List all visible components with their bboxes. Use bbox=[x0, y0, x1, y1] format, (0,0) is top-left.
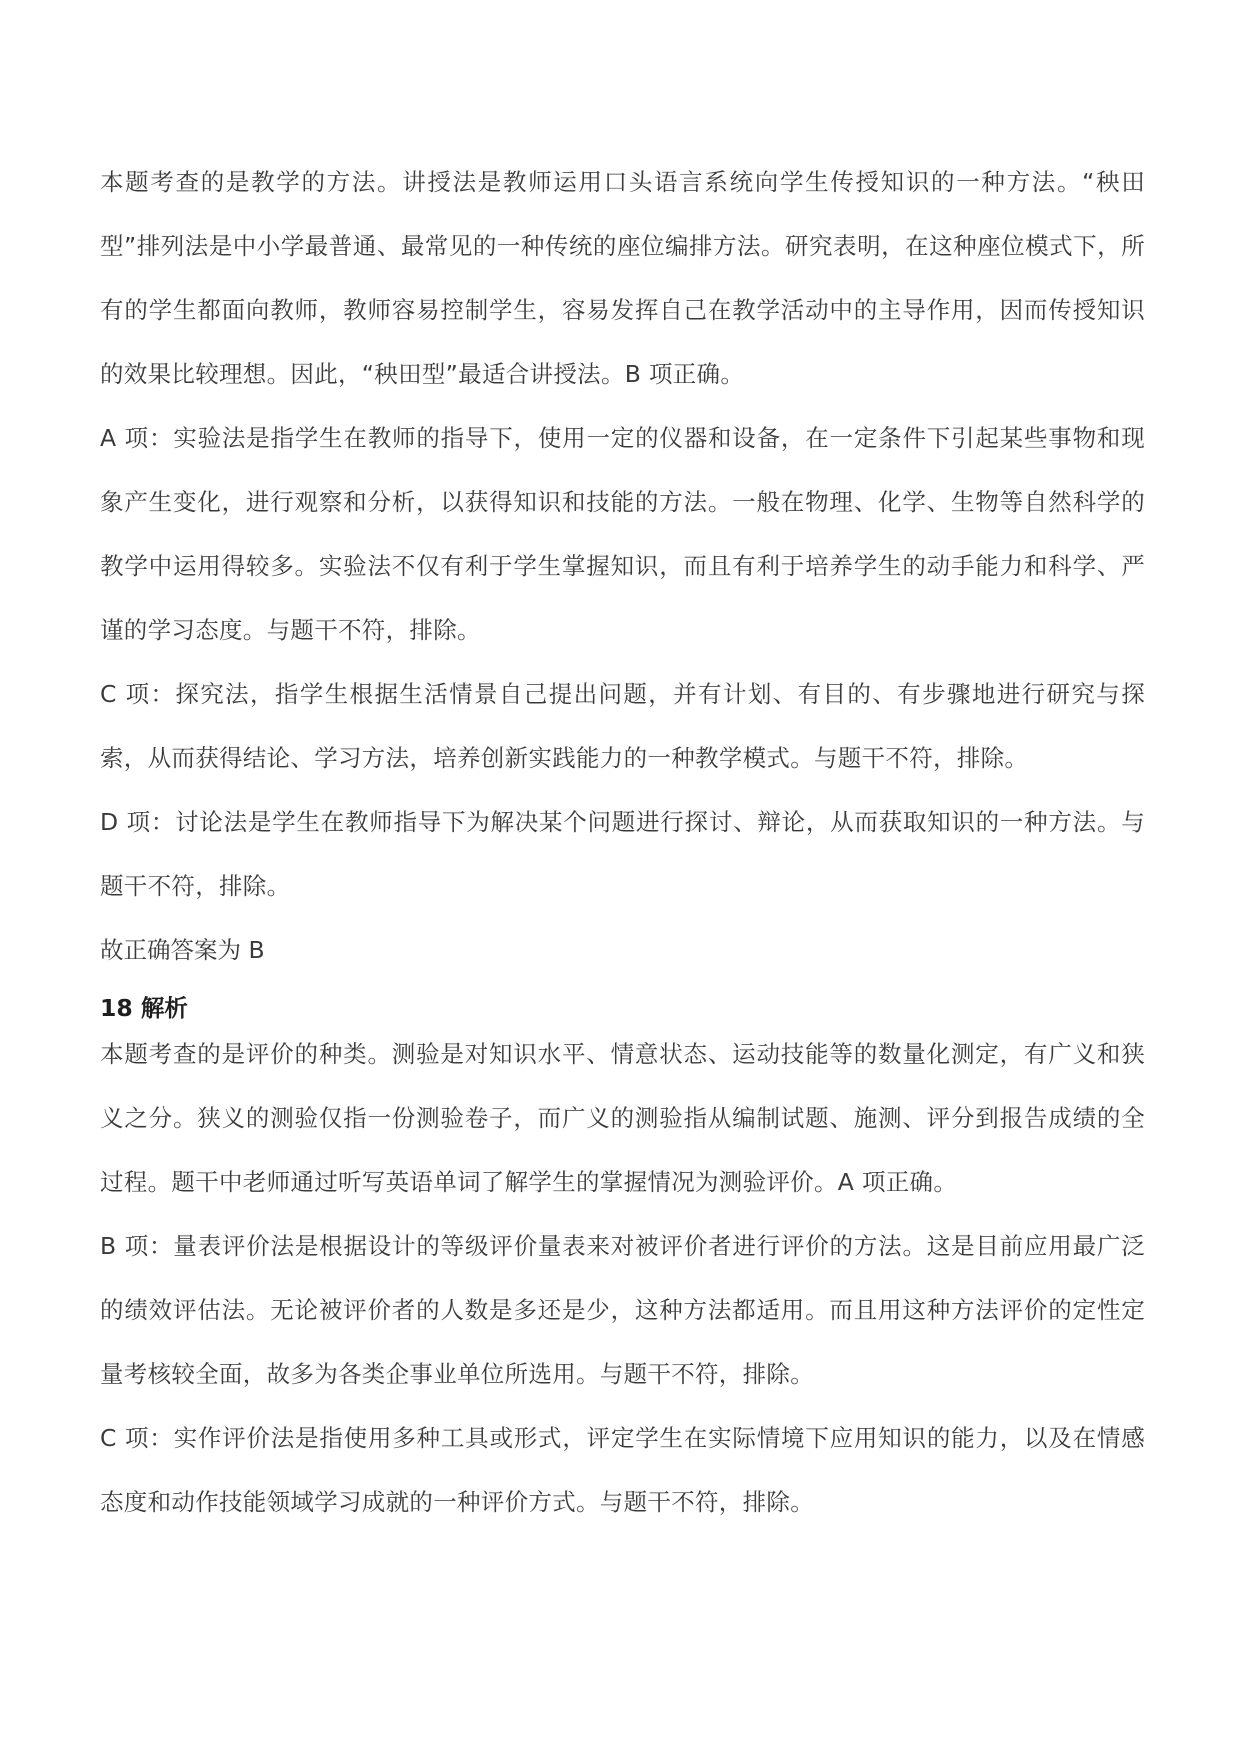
q18-paragraph-main: 本题考查的是评价的种类。测验是对知识水平、情意状态、运动技能等的数量化测定，有广义和狭义之分。狭义的测验仅指一份测验卷子，而广义的测验指从编制试题、施测、评分到报告成绩的全过程。题干中老师通过听写英语单词了解学生的掌握情况为测验评价。A 项正确。 bbox=[100, 1040, 1145, 1196]
q17-option-d: D 项：讨论法是学生在教师指导下为解决某个问题进行探讨、辩论，从而获取知识的一种方法。与题干不符，排除。 bbox=[100, 808, 1145, 900]
q17-paragraph-main: 本题考查的是教学的方法。讲授法是教师运用口头语言系统向学生传授知识的一种方法。“秧田型”排列法是中小学最普通、最常见的一种传统的座位编排方法。研究表明，在这种座位模式下，所有的学生都面向教师，教师容易控制学生，容易发挥自己在教学活动中的主导作用，因而传授知识的效果比较理想。因此，“秧田型”最适合讲授法。B 项正确。 bbox=[100, 168, 1145, 388]
q17-option-a: A 项：实验法是指学生在教师的指导下，使用一定的仪器和设备，在一定条件下引起某些事物和现象产生变化，进行观察和分析，以获得知识和技能的方法。一般在物理、化学、生物等自然科学的教学中运用得较多。实验法不仅有利于学生掌握知识，而且有利于培养学生的动手能力和科学、严谨的学习态度。与题干不符，排除。 bbox=[100, 424, 1145, 644]
q18-heading: 18 解析 bbox=[100, 994, 188, 1022]
q18-option-b: B 项：量表评价法是根据设计的等级评价量表来对被评价者进行评价的方法。这是目前应用最广泛的绩效评估法。无论被评价者的人数是多还是少，这种方法都适用。而且用这种方法评价的定性定量考核较全面，故多为各类企事业单位所选用。与题干不符，排除。 bbox=[100, 1232, 1145, 1388]
q18-option-c: C 项：实作评价法是指使用多种工具或形式，评定学生在实际情境下应用知识的能力，以及在情感态度和动作技能领域学习成就的一种评价方式。与题干不符，排除。 bbox=[100, 1424, 1145, 1516]
q17-answer: 故正确答案为 B bbox=[100, 936, 265, 964]
document-page bbox=[100, 150, 1145, 1534]
q17-option-c: C 项：探究法，指学生根据生活情景自己提出问题，并有计划、有目的、有步骤地进行研究与探索，从而获得结论、学习方法，培养创新实践能力的一种教学模式。与题干不符，排除。 bbox=[100, 680, 1145, 772]
